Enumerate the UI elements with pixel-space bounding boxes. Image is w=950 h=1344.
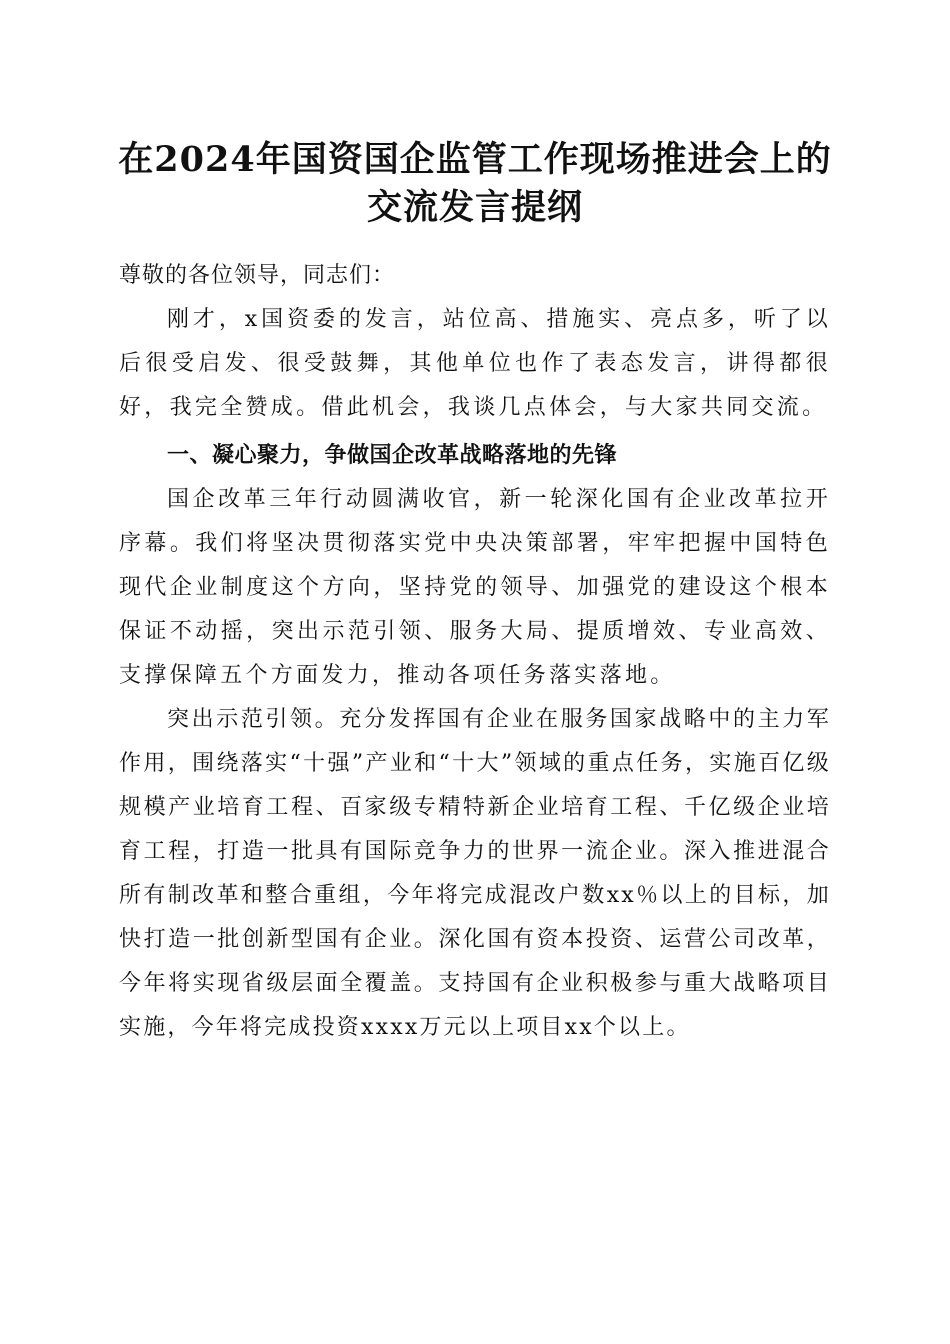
section-heading-1: 一、凝心聚力，争做国企改革战略落地的先锋 — [167, 443, 618, 468]
title-line-2: 交流发言提纲 — [366, 187, 583, 228]
paragraph-reform: 国企改革三年行动圆满收官，新一轮深化国有企业改革拉开序幕。我们将坚决贯彻落实党中央决策部署，牢牢把握中国特色现代企业制度这个方向，坚持党的领导、加强党的建设这个根本保证不动摇，突出示范引领、服务大局、提质增效、专业高效、支撑保障五个方面发力，推动各项任务落实落地。 — [119, 487, 831, 688]
document-title — [100, 136, 850, 232]
paragraph-opening: 刚才，x国资委的发言，站位高、措施实、亮点多，听了以后很受启发、很受鼓舞，其他单位也作了表态发言，讲得都很好，我完全赞成。借此机会，我谈几点体会，与大家共同交流。 — [119, 307, 831, 420]
salutation: 尊敬的各位领导，同志们： — [119, 263, 396, 288]
document-body — [119, 254, 831, 1050]
paragraph-demonstration: 突出示范引领。充分发挥国有企业在服务国家战略中的主力军作用，围绕落实“十强”产业和“十大”领域的重点任务，实施百亿级规模产业培育工程、百家级专精特新企业培育工程、千亿级企业培育工程，打造一批具有国际竞争力的世界一流企业。深入推进混合所有制改革和整合重组，今年将完成混改户数xx％以上的目标，加快打造一批创新型国有企业。深化国有资本投资、运营公司改革，今年将实现省级层面全覆盖。支持国有企业积极参与重大战略项目实施，今年将完成投资xxxx万元以上项目xx个以上。 — [119, 707, 831, 1040]
title-line-1: 在2024年国资国企监管工作现场推进会上的 — [118, 139, 832, 180]
